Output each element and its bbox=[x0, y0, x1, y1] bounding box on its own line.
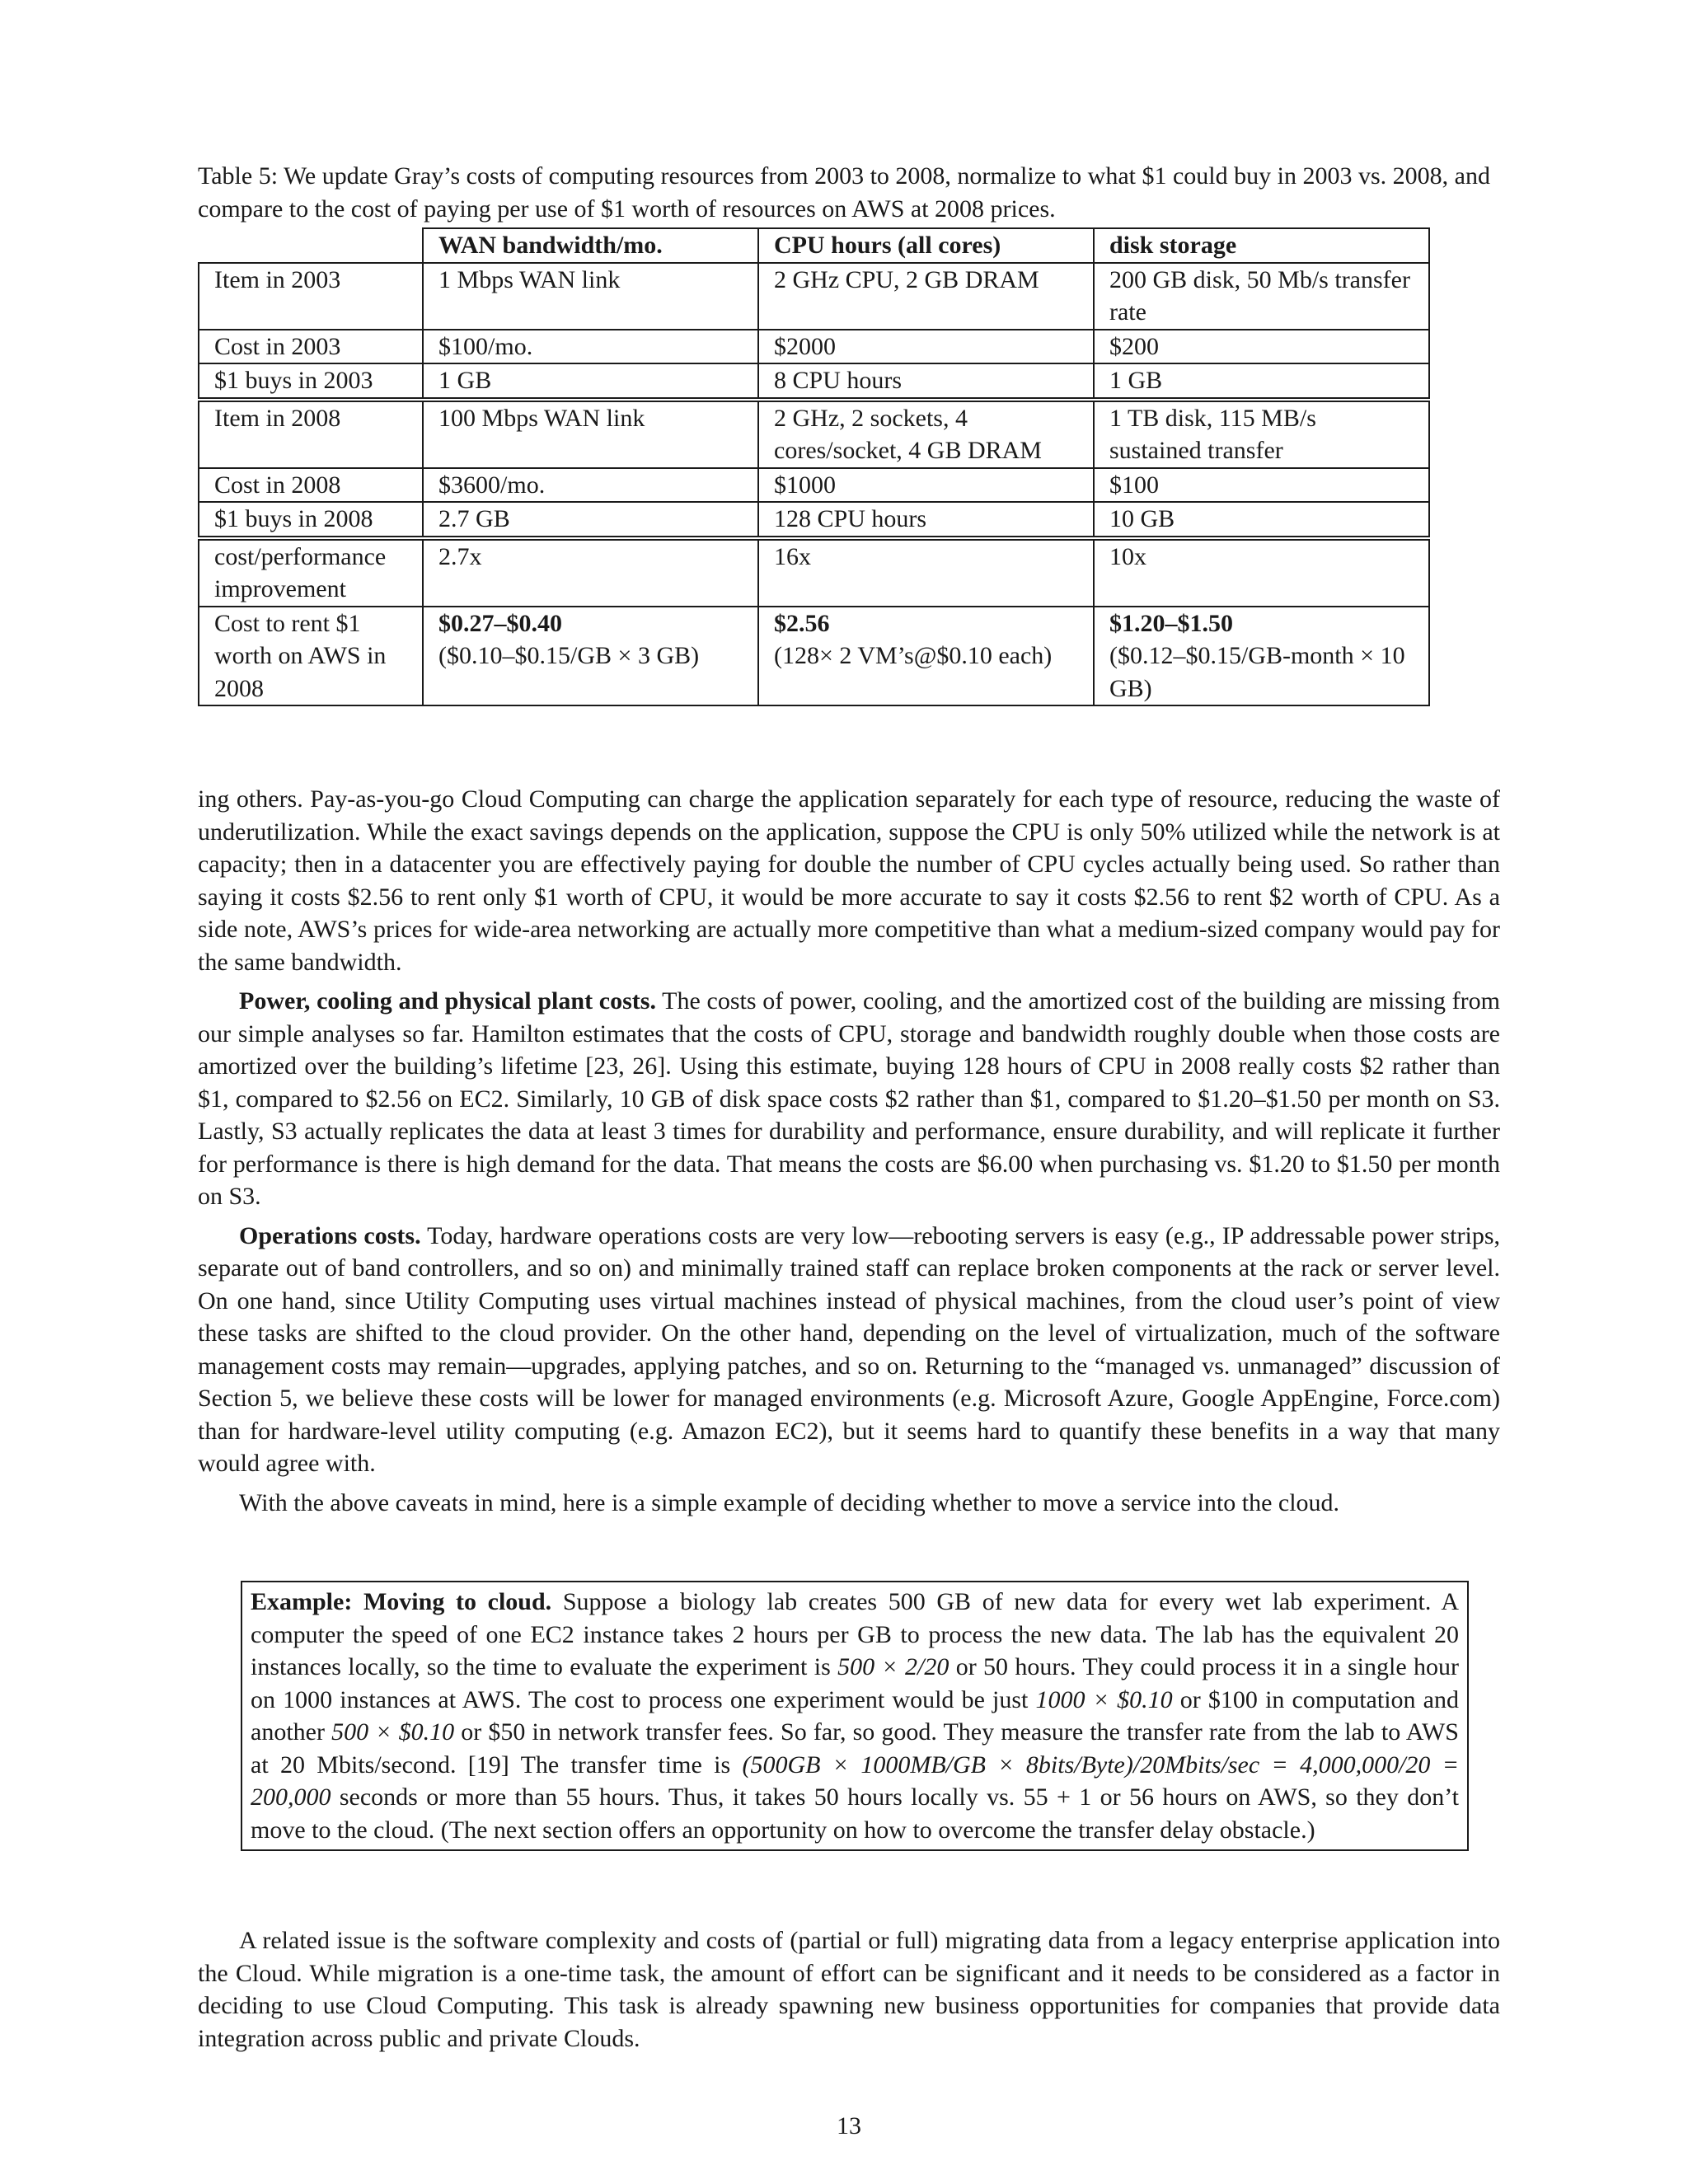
paragraph: A related issue is the software complexity and costs of (partial or full) migrating data from a legacy enterprise application into the Cloud. While migration is a one-time task, the amount of effort can be significant and it needs to be considered as a factor in deciding to use Cloud Computing. This task is already spawning new business opportunities for companies that provide data integration across public and private Clouds. bbox=[198, 1927, 1500, 2052]
table-header-row bbox=[199, 228, 1429, 263]
table-cell: 128 CPU hours bbox=[758, 502, 1094, 538]
paragraph bbox=[198, 1220, 1500, 1480]
table-cell: 1 GB bbox=[1094, 363, 1429, 400]
table-row bbox=[199, 400, 1429, 468]
table-cell: cost/performance improvement bbox=[199, 538, 423, 607]
table-cell: $100 bbox=[1094, 468, 1429, 503]
paragraph-heading: Power, cooling and physical plant costs. bbox=[239, 987, 656, 1015]
table-cell: 100 Mbps WAN link bbox=[423, 400, 758, 468]
example-text: seconds or more than 55 hours. Thus, it takes 50 hours locally vs. 55 + 1 or 56 hours on AWS, so they don’t move to the cloud. (The next section offers an opportunity on how to overcome the transfer delay obstacle.) bbox=[251, 1783, 1459, 1844]
example-text: or 50 hours. They could process it in a single hour on 1000 instances at AWS. The cost to process one experiment would be just bbox=[251, 1653, 1459, 1713]
table-cell: 2 GHz, 2 sockets, 4 cores/socket, 4 GB DRAM bbox=[758, 400, 1094, 468]
table-cell bbox=[1094, 607, 1429, 706]
example-box bbox=[241, 1581, 1469, 1851]
table-cell: Cost in 2003 bbox=[199, 330, 423, 364]
math-expression: 500 × $0.10 bbox=[331, 1718, 455, 1746]
example-heading: Example: Moving to cloud. bbox=[251, 1588, 552, 1615]
cost-table bbox=[198, 227, 1430, 706]
table-row bbox=[199, 330, 1429, 364]
header-cell bbox=[199, 228, 423, 263]
table-row bbox=[199, 263, 1429, 330]
table-cell: $1 buys in 2008 bbox=[199, 502, 423, 538]
table-cell: $3600/mo. bbox=[423, 468, 758, 503]
table-cell: 1 TB disk, 115 MB/s sustained transfer bbox=[1094, 400, 1429, 468]
table-cell bbox=[423, 607, 758, 706]
table-cell: Item in 2003 bbox=[199, 263, 423, 330]
body-text bbox=[198, 783, 1500, 1526]
paragraph bbox=[198, 985, 1500, 1213]
table-cell: 8 CPU hours bbox=[758, 363, 1094, 400]
table-cell: $1000 bbox=[758, 468, 1094, 503]
math-expression: 1000 × $0.10 bbox=[1035, 1685, 1173, 1713]
closing-text bbox=[198, 1924, 1500, 2055]
table-cell: 2 GHz CPU, 2 GB DRAM bbox=[758, 263, 1094, 330]
example-text: or $100 in computation and another bbox=[251, 1685, 1459, 1746]
header-cell: disk storage bbox=[1094, 228, 1429, 263]
table-cell: Item in 2008 bbox=[199, 400, 423, 468]
table-row bbox=[199, 468, 1429, 503]
table-cell: 200 GB disk, 50 Mb/s transfer rate bbox=[1094, 263, 1429, 330]
aws-wan-detail: ($0.10–$0.15/GB × 3 GB) bbox=[438, 642, 700, 669]
aws-cpu-cost: $2.56 bbox=[774, 609, 830, 637]
table-row bbox=[199, 363, 1429, 400]
table-caption: Table 5: We update Gray’s costs of computing resources from 2003 to 2008, normalize to what $1 could buy in 2003 vs. 2008, and compare to the cost of paying per use of $1 worth of resources on AWS at 2008 prices. bbox=[198, 162, 1490, 223]
table-row bbox=[199, 538, 1429, 607]
paragraph-text: Today, hardware operations costs are very low—rebooting servers is easy (e.g., IP addressable power strips, separate out of band controllers, and so on) and minimally trained staff can replace broken components at the rack or server level. On one hand, since Utility Computing uses virtual machines instead of physical machines, from the cloud user’s point of view these tasks are shifted to the cloud provider. On the other hand, depending on the level of virtualization, much of the software management costs may remain—upgrades, applying patches, and so on. Returning to the “managed vs. unmanaged” discussion of Section 5, we believe these costs will be lower for managed environments (e.g. Microsoft Azure, Google AppEngine, Force.com) than for hardware-level utility computing (e.g. Amazon EC2), but it seems hard to quantify these benefits in a way that many would agree with. bbox=[198, 1221, 1501, 1477]
table-cell: 10 GB bbox=[1094, 502, 1429, 538]
page-number: 13 bbox=[837, 2112, 861, 2139]
paragraph-heading: Operations costs. bbox=[239, 1221, 421, 1249]
math-expression: 500 × 2/20 bbox=[837, 1653, 950, 1680]
aws-cpu-detail: (128× 2 VM’s@$0.10 each) bbox=[774, 642, 1053, 669]
table-cell: 1 Mbps WAN link bbox=[423, 263, 758, 330]
table-cell: 2.7x bbox=[423, 538, 758, 607]
table-cell: 10x bbox=[1094, 538, 1429, 607]
table-cell: $200 bbox=[1094, 330, 1429, 364]
table-row bbox=[199, 502, 1429, 538]
header-cell: WAN bandwidth/mo. bbox=[423, 228, 758, 263]
table-cell: 1 GB bbox=[423, 363, 758, 400]
table-cell: $2000 bbox=[758, 330, 1094, 364]
table-cell: 16x bbox=[758, 538, 1094, 607]
table-cell: $100/mo. bbox=[423, 330, 758, 364]
table-cell: $1 buys in 2003 bbox=[199, 363, 423, 400]
example-text: Suppose a biology lab creates 500 GB of new data for every wet lab experiment. A computer the speed of one EC2 instance takes 2 hours per GB to process the new data. The lab has the equivalent 20 instances locally, so the time to evaluate the experiment is bbox=[251, 1588, 1460, 1680]
paragraph: With the above caveats in mind, here is a simple example of deciding whether to move a service into the cloud. bbox=[239, 1488, 1340, 1516]
aws-wan-cost: $0.27–$0.40 bbox=[438, 609, 563, 637]
table-cell: 2.7 GB bbox=[423, 502, 758, 538]
example-text: or $50 in network transfer fees. So far, so good. They measure the transfer rate from the lab to AWS at 20 Mbits/second. [19] The transfer time is bbox=[251, 1718, 1459, 1779]
table-row bbox=[199, 607, 1429, 706]
table-cell: Cost to rent $1 worth on AWS in 2008 bbox=[199, 607, 423, 706]
paragraph-text: The costs of power, cooling, and the amortized cost of the building are missing from our simple analyses so far. Hamilton estimates that the costs of CPU, storage and bandwidth roughly double when those costs are amortized over the building’s lifetime [23, 26]. Using this estimate, buying 128 hours of CPU in 2008 really costs $2 rather than $1, compared to $2.56 on EC2. Similarly, 10 GB of disk space costs $2 rather than $1, compared to $1.20–$1.50 per month on S3. Lastly, S3 actually replicates the data at least 3 times for durability and performance, ensure durability, and will replicate it further for performance is there is high demand for the data. That means the costs are $6.00 when purchasing vs. $1.20 to $1.50 per month on S3. bbox=[198, 987, 1500, 1210]
aws-disk-cost: $1.20–$1.50 bbox=[1109, 609, 1233, 637]
table-cell: Cost in 2008 bbox=[199, 468, 423, 503]
math-expression: (500GB × 1000MB/GB × 8bits/Byte)/20Mbits/sec = 4,000,000/20 = 200,000 bbox=[251, 1750, 1459, 1811]
aws-disk-detail: ($0.12–$0.15/GB-month × 10 GB) bbox=[1109, 642, 1405, 702]
header-cell: CPU hours (all cores) bbox=[758, 228, 1094, 263]
table-cell bbox=[758, 607, 1094, 706]
paragraph: ing others. Pay-as-you-go Cloud Computing can charge the application separately for each type of resource, reducing the waste of underutilization. While the exact savings depends on the application, suppose the CPU is only 50% utilized while the network is at capacity; then in a datacenter you are effectively paying for double the number of CPU cycles actually being used. So rather than saying it costs $2.56 to rent only $1 worth of CPU, it would be more accurate to say it costs $2.56 to rent $2 worth of CPU. As a side note, AWS’s prices for wide-area networking are actually more competitive than what a medium-sized company would pay for the same bandwidth. bbox=[198, 785, 1500, 976]
